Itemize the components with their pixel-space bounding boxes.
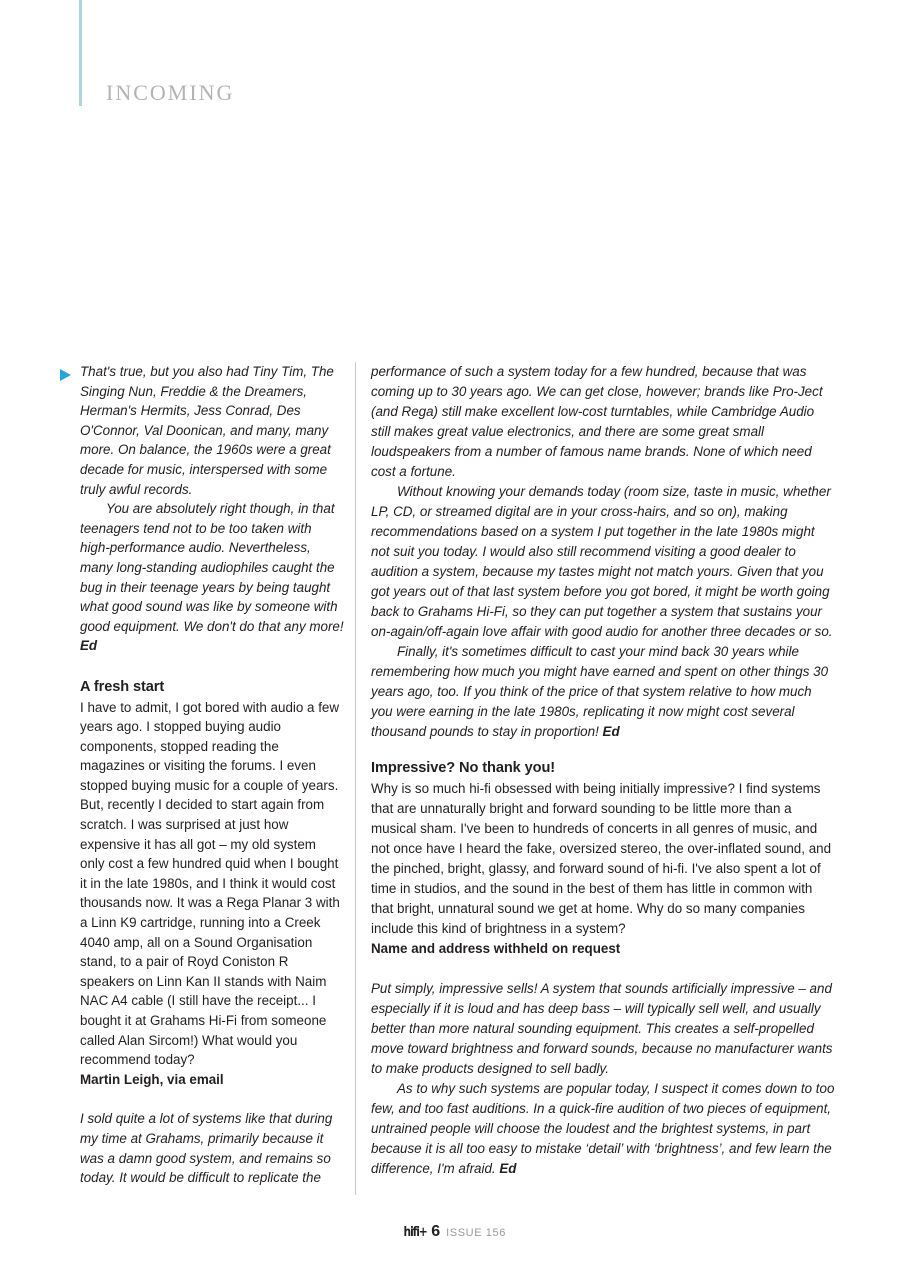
reply-paragraph [371, 642, 835, 742]
editor-signoff: Ed [499, 1160, 517, 1176]
left-column [80, 362, 344, 1188]
letter-signature: Name and address withheld on request [371, 940, 621, 956]
spacer [371, 742, 835, 759]
paragraph-text: Finally, it's sometimes difficult to cast your mind back 30 years while remembering how much you might have earned and spent on other things 30 years ago, too. If you think of the price of that system relative to how much you were earning in the late 1980s, replicating it now might cost several thousand pounds to stay in proportion! [371, 644, 829, 739]
letter-body: I have to admit, I got bored with audio a few years ago. I stopped buying audio components, stopped reading the magazines or visiting the forums. I even stopped buying music for a couple of years. But, recently I decided to start again from scratch. I was surprised at just how expensive it has all got – my old system only cost a few hundred quid when I bought it in the late 1980s, and I think it would cost thousands now. It was a Rega Planar 3 with a Linn K9 cartridge, running into a Creek 4040 amp, all on a Sound Organisation stand, to a pair of Royd Coniston R speakers on Linn Kan II stands with Naim NAC A4 cable (I still have the receipt... I bought it at Grahams Hi-Fi from someone called Alan Sircom!) What would you recommend today? [80, 699, 340, 1068]
right-column [371, 362, 835, 1179]
reply-paragraph: Put simply, impressive sells! A system that sounds artificially impressive – and especially if it is loud and has deep bass – will typically sell well, and usually better than more natural sounding equipment. This creates a self-propelled move toward brightness and forward sounds, because no manufacturer wants to make products designed to sell badly. [371, 980, 833, 1076]
reply-paragraph: I sold quite a lot of systems like that during my time at Grahams, primarily because it was a damn good system, and remains so today. It would be difficult to replicate the [80, 1111, 333, 1186]
column-divider [355, 362, 356, 1195]
paragraph-text: You are absolutely right though, in that teenagers tend not to be too taken with high-performance audio. Nevertheless, many long-standing audiophiles caught the bug in their teenage years by being taught what good sound was like by someone with good equipment. We don't do that any more! [80, 501, 344, 634]
reply-paragraph [371, 1079, 835, 1179]
letter-body: Why is so much hi-fi obsessed with being initially impressive? I find systems that are unnaturally bright and forward sounding to be little more than a musical sham. I've been to hundreds of concerts in all genres of music, and not once have I heard the fake, oversized stereo, the over-inflated sound, and the pinched, bright, glassy, and forward sound of hi-fi. I've also spent a lot of time in studios, and the sound in the best of them has little in common with that bright, unnatural sound we get at home. Why do so many companies include this kind of brightness in a system? [371, 780, 832, 936]
letter-heading: A fresh start [80, 678, 165, 695]
accent-rule [79, 0, 82, 106]
reply-paragraph: That's true, but you also had Tiny Tim, The Singing Nun, Freddie & the Dreamers, Herman's Hermits, Jess Conrad, Des O'Connor, Val Doonican, and many, many more. On balance, the 1960s were a great decade for music, interspersed with some truly awful records. [80, 364, 334, 497]
reply-paragraph: Without knowing your demands today (room size, taste in music, whether LP, CD, or streamed digital are in your cross-hairs, and so on), making recommendations based on a system I put together in the late 1980s might not suit you today. I would also still recommend visiting a good dealer to audition a system, because my tastes might not match yours. Given that you got years out of that last system before you got bored, it might be worth going back to Grahams Hi-Fi, so they can put together a system that sustains your on-again/off-again love affair with good audio for another three decades or so. [371, 484, 833, 639]
continuation-arrow-icon [60, 369, 71, 381]
letter-heading: Impressive? No thank you! [371, 760, 556, 776]
page-footer [0, 1225, 907, 1240]
spacer [371, 959, 835, 979]
spacer [80, 1089, 344, 1109]
reply-paragraph: performance of such a system today for a few hundred, because that was coming up to 30 years ago. We can get close, however; brands like Pro-Ject (and Rega) still make excellent low-cost turntables, while Cambridge Audio still makes great value electronics, and there are some great small loudspeakers from a number of famous name brands. None of which need cost a fortune. [371, 364, 823, 479]
reply-paragraph [80, 499, 344, 656]
paragraph-text: As to why such systems are popular today, I suspect it comes down to too few, and too fast auditions. In a quick-fire audition of two pieces of equipment, untrained people will choose the loudest and the brightest systems, in part because it is all too easy to mistake ‘detail’ with ‘brightness’, and few learn the difference, I'm afraid. [371, 1080, 835, 1176]
letter-signature: Martin Leigh, via email [80, 1071, 224, 1087]
hifiplus-logo: hifi+ [403, 1225, 427, 1240]
spacer [80, 656, 344, 678]
editor-signoff: Ed [80, 638, 98, 654]
page-title: INCOMING [106, 80, 235, 105]
page-number: 6 [431, 1223, 441, 1240]
issue-label: ISSUE 156 [446, 1227, 506, 1239]
editor-signoff: Ed [602, 724, 620, 739]
